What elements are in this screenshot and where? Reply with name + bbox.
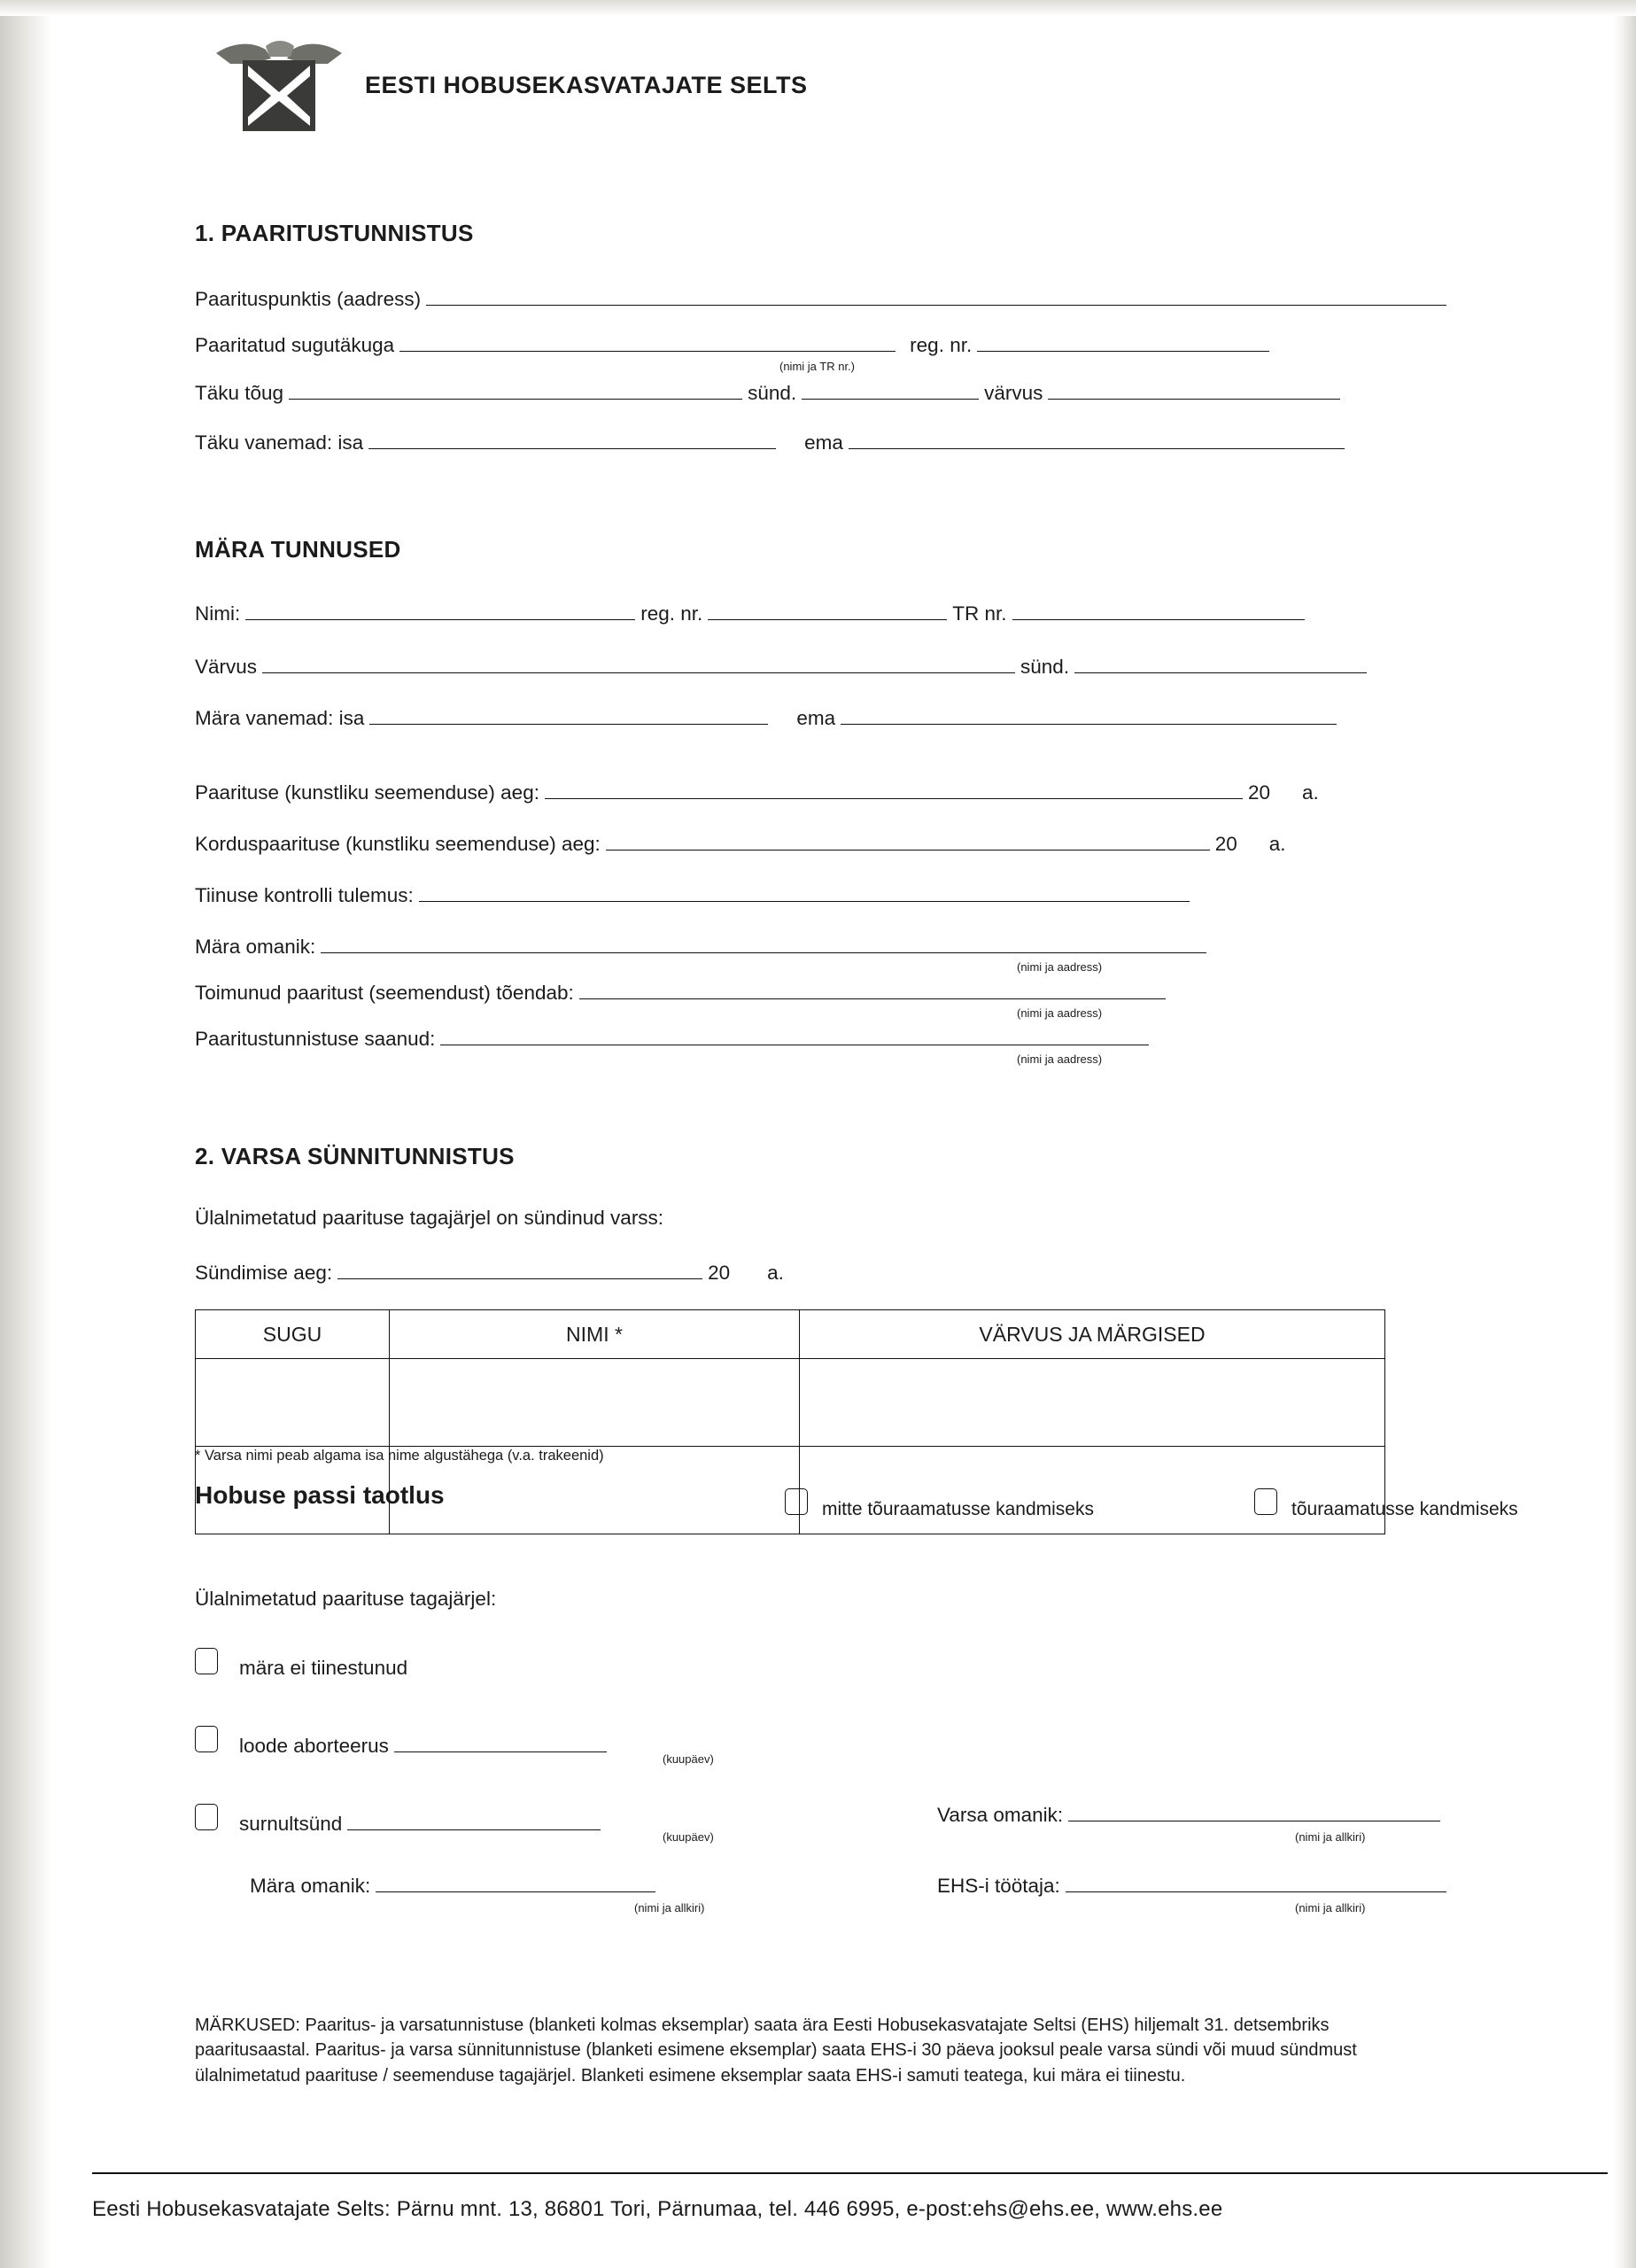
table-cell-nimi[interactable] bbox=[390, 1359, 800, 1447]
stallion-born-input[interactable] bbox=[802, 383, 979, 400]
passport-option-registered-label: tõuraamatusse kandmiseks bbox=[1291, 1499, 1518, 1519]
ehs-worker-label: EHS-i töötaja: bbox=[937, 1875, 1060, 1897]
mare-sire-input[interactable] bbox=[369, 708, 768, 725]
table-row[interactable] bbox=[196, 1359, 1385, 1447]
outcome-not-pregnant-label: mära ei tiinestunud bbox=[239, 1657, 408, 1679]
mare-born-label: sünd. bbox=[1020, 656, 1070, 678]
horse-eagle-emblem-logo bbox=[213, 37, 345, 133]
outcome-stillborn-date-input[interactable] bbox=[347, 1814, 601, 1830]
stallion-breed-input[interactable] bbox=[289, 383, 742, 400]
mare-owner-signature-label: Mära omanik: bbox=[250, 1875, 371, 1897]
outcome-stillborn[interactable] bbox=[195, 1804, 606, 1836]
checkbox-empty-icon[interactable] bbox=[1254, 1488, 1277, 1515]
organization-title: EESTI HOBUSEKASVATAJATE SELTS bbox=[365, 71, 808, 98]
repeat-mating-date-input[interactable] bbox=[606, 834, 1210, 850]
confirms-input[interactable] bbox=[579, 983, 1166, 999]
row-mating-date bbox=[195, 781, 1319, 804]
foal-owner-input[interactable] bbox=[1068, 1805, 1440, 1821]
outcome-aborted-label: loode aborteerus bbox=[239, 1735, 389, 1757]
footer-divider bbox=[92, 2172, 1608, 2174]
mare-tr-nr-label: TR nr. bbox=[952, 602, 1007, 625]
table-header-nimi: NIMI * bbox=[390, 1310, 800, 1359]
stallion-colour-label: värvus bbox=[984, 382, 1043, 404]
pregnancy-check-input[interactable] bbox=[419, 885, 1190, 902]
footer-contact: Eesti Hobusekasvatajate Selts: Pärnu mnt. 13, 86801 Tori, Pärnumaa, tel. 446 6995, e-post:ehs@ehs.ee, www.ehs.ee bbox=[92, 2197, 1223, 2221]
checkbox-empty-icon[interactable] bbox=[195, 1726, 218, 1752]
reg-nr-label: reg. nr. bbox=[910, 334, 973, 356]
table-header-sugu: SUGU bbox=[196, 1310, 390, 1359]
mare-colour-label: Värvus bbox=[195, 656, 258, 678]
passport-option-not-registered-label: mitte tõuraamatusse kandmiseks bbox=[822, 1499, 1094, 1519]
birth-date-input[interactable] bbox=[337, 1262, 702, 1279]
checkbox-empty-icon[interactable] bbox=[195, 1804, 218, 1830]
passport-request-title: Hobuse passi taotlus bbox=[195, 1481, 445, 1509]
mare-name-input[interactable] bbox=[245, 603, 635, 620]
stallion-reg-nr-input[interactable] bbox=[977, 335, 1269, 352]
foal-owner-note: (nimi ja allkiri) bbox=[1295, 1830, 1366, 1844]
row-mare-name bbox=[195, 602, 1310, 625]
confirms-note: (nimi ja aadress) bbox=[1017, 1006, 1103, 1020]
stallion-sire-input[interactable] bbox=[368, 432, 776, 449]
notes-text: Paaritus- ja varsatunnistuse (blanketi kolmas eksemplar) saata ära Eesti Hobusekasvatajate Seltsi (EHS) hiljemalt 31. detsembriks paaritusaastal. Paaritus- ja varsa sünnitunnistuse (blanketi esimene eksemplar) saata EHS-i 30 päeva jooksul peale varsa sündi või muud sündmust ülalnimetatud paarituse / seemenduse tagajärjel. Blanketi esimene eksemplar saata EHS-i samuti teatega, kui mära ei tiinestu. bbox=[195, 2016, 1357, 2085]
row-covered-with bbox=[195, 334, 1275, 357]
stallion-name-input[interactable] bbox=[399, 335, 896, 352]
covered-with-label: Paaritatud sugutäkuga bbox=[195, 334, 395, 356]
mating-date-input[interactable] bbox=[545, 782, 1243, 799]
mare-dam-label: ema bbox=[796, 707, 836, 729]
table-header-row bbox=[196, 1310, 1385, 1359]
row-stallion-parents bbox=[195, 431, 1350, 454]
foal-owner-label: Varsa omanik: bbox=[937, 1804, 1064, 1826]
row-ehs-worker bbox=[937, 1875, 1452, 1898]
repeat-year-suffix: a. bbox=[1268, 833, 1286, 855]
mating-date-year-suffix: a. bbox=[1302, 781, 1319, 804]
row-mare-colour bbox=[195, 656, 1372, 679]
birth-year-suffix: a. bbox=[767, 1262, 784, 1284]
section-2-title: 2. VARSA SÜNNITUNNISTUS bbox=[195, 1143, 515, 1169]
row-repeat-mating-date bbox=[195, 833, 1286, 856]
document-content bbox=[51, 0, 1613, 2268]
stallion-parents-label: Täku vanemad: isa bbox=[195, 431, 364, 454]
birth-date-label: Sündimise aeg: bbox=[195, 1262, 333, 1284]
stillborn-date-note: (kuupäev) bbox=[663, 1830, 714, 1844]
passport-option-registered[interactable] bbox=[1254, 1488, 1518, 1520]
section-1-title: 1. PAARITUSTUNNISTUS bbox=[195, 220, 474, 246]
section-2-intro-text: Ülalnimetatud paarituse tagajärjel on sündinud varss: bbox=[195, 1207, 664, 1229]
notes-label: MÄRKUSED: bbox=[195, 2016, 300, 2035]
table-cell-sugu[interactable] bbox=[196, 1359, 390, 1447]
mare-dam-input[interactable] bbox=[841, 708, 1337, 725]
table-footnote: * Varsa nimi peab algama isa nime algustähega (v.a. trakeenid) bbox=[195, 1448, 604, 1464]
outcome-aborted[interactable] bbox=[195, 1726, 612, 1758]
stallion-dam-label: ema bbox=[804, 431, 843, 454]
row-mating-station bbox=[195, 288, 1452, 311]
row-foal-owner bbox=[937, 1804, 1446, 1827]
row-mare-parents bbox=[195, 707, 1342, 730]
table-header-varvus: VÄRVUS JA MÄRGISED bbox=[800, 1310, 1385, 1359]
mare-tr-nr-input[interactable] bbox=[1012, 603, 1305, 620]
passport-option-not-registered[interactable] bbox=[785, 1488, 1094, 1520]
mating-date-year-prefix: 20 bbox=[1247, 781, 1270, 804]
mare-name-label: Nimi: bbox=[195, 602, 241, 625]
outcome-intro-text: Ülalnimetatud paarituse tagajärjel: bbox=[195, 1588, 497, 1610]
stallion-colour-input[interactable] bbox=[1048, 383, 1340, 400]
repeat-mating-date-label: Korduspaarituse (kunstliku seemenduse) aeg: bbox=[195, 833, 601, 855]
repeat-year-prefix: 20 bbox=[1214, 833, 1237, 855]
certificate-received-input[interactable] bbox=[440, 1029, 1149, 1045]
certificate-received-label: Paaritustunnistuse saanud: bbox=[195, 1028, 436, 1050]
mating-station-label: Paarituspunktis (aadress) bbox=[195, 288, 422, 310]
certificate-received-note: (nimi ja aadress) bbox=[1017, 1052, 1103, 1066]
mare-parents-label: Mära vanemad: isa bbox=[195, 707, 365, 729]
outcome-intro bbox=[195, 1588, 496, 1611]
ehs-worker-input[interactable] bbox=[1066, 1876, 1446, 1892]
mare-reg-nr-label: reg. nr. bbox=[640, 602, 703, 625]
mating-station-input[interactable] bbox=[426, 289, 1446, 306]
mare-owner-note: (nimi ja aadress) bbox=[1017, 960, 1103, 974]
ehs-worker-note: (nimi ja allkiri) bbox=[1295, 1901, 1366, 1915]
scan-edge-left bbox=[0, 0, 51, 2268]
mare-owner-input[interactable] bbox=[321, 936, 1206, 953]
stallion-breed-label: Täku tõug bbox=[195, 382, 284, 404]
checkbox-empty-icon[interactable] bbox=[785, 1488, 808, 1515]
checkbox-empty-icon[interactable] bbox=[195, 1648, 218, 1674]
row-pregnancy-check bbox=[195, 884, 1195, 907]
stallion-dam-input[interactable] bbox=[849, 432, 1345, 449]
mare-owner-signature-input[interactable] bbox=[376, 1876, 655, 1892]
outcome-not-pregnant[interactable] bbox=[195, 1648, 407, 1680]
outcome-stillborn-label: surnultsünd bbox=[239, 1813, 343, 1835]
table-cell-varvus[interactable] bbox=[800, 1359, 1385, 1447]
stallion-born-label: sünd. bbox=[748, 382, 797, 404]
row-mare-owner bbox=[195, 936, 1212, 959]
mare-owner-signature-note: (nimi ja allkiri) bbox=[634, 1901, 705, 1915]
row-mare-owner-signature bbox=[250, 1875, 661, 1898]
confirms-label: Toimunud paaritust (seemendust) tõendab: bbox=[195, 982, 574, 1004]
scan-edge-right bbox=[1613, 0, 1636, 2268]
mare-owner-label: Mära omanik: bbox=[195, 936, 316, 958]
row-confirms bbox=[195, 982, 1171, 1005]
mare-section-title: MÄRA TUNNUSED bbox=[195, 536, 401, 563]
name-tr-note: (nimi ja TR nr.) bbox=[779, 360, 855, 373]
pregnancy-check-label: Tiinuse kontrolli tulemus: bbox=[195, 884, 414, 906]
mating-date-label: Paarituse (kunstliku seemenduse) aeg: bbox=[195, 781, 539, 804]
outcome-aborted-date-input[interactable] bbox=[394, 1736, 607, 1752]
row-stallion-breed bbox=[195, 382, 1345, 405]
mare-reg-nr-input[interactable] bbox=[708, 603, 947, 620]
mare-born-input[interactable] bbox=[1074, 656, 1367, 673]
aborted-date-note: (kuupäev) bbox=[663, 1752, 714, 1766]
mare-colour-input[interactable] bbox=[262, 656, 1015, 673]
document-header bbox=[213, 37, 808, 133]
notes-block bbox=[195, 2013, 1382, 2088]
row-birth-date bbox=[195, 1262, 784, 1285]
birth-year-prefix: 20 bbox=[708, 1262, 731, 1284]
row-certificate-received bbox=[195, 1028, 1154, 1051]
section-2-intro bbox=[195, 1207, 663, 1230]
